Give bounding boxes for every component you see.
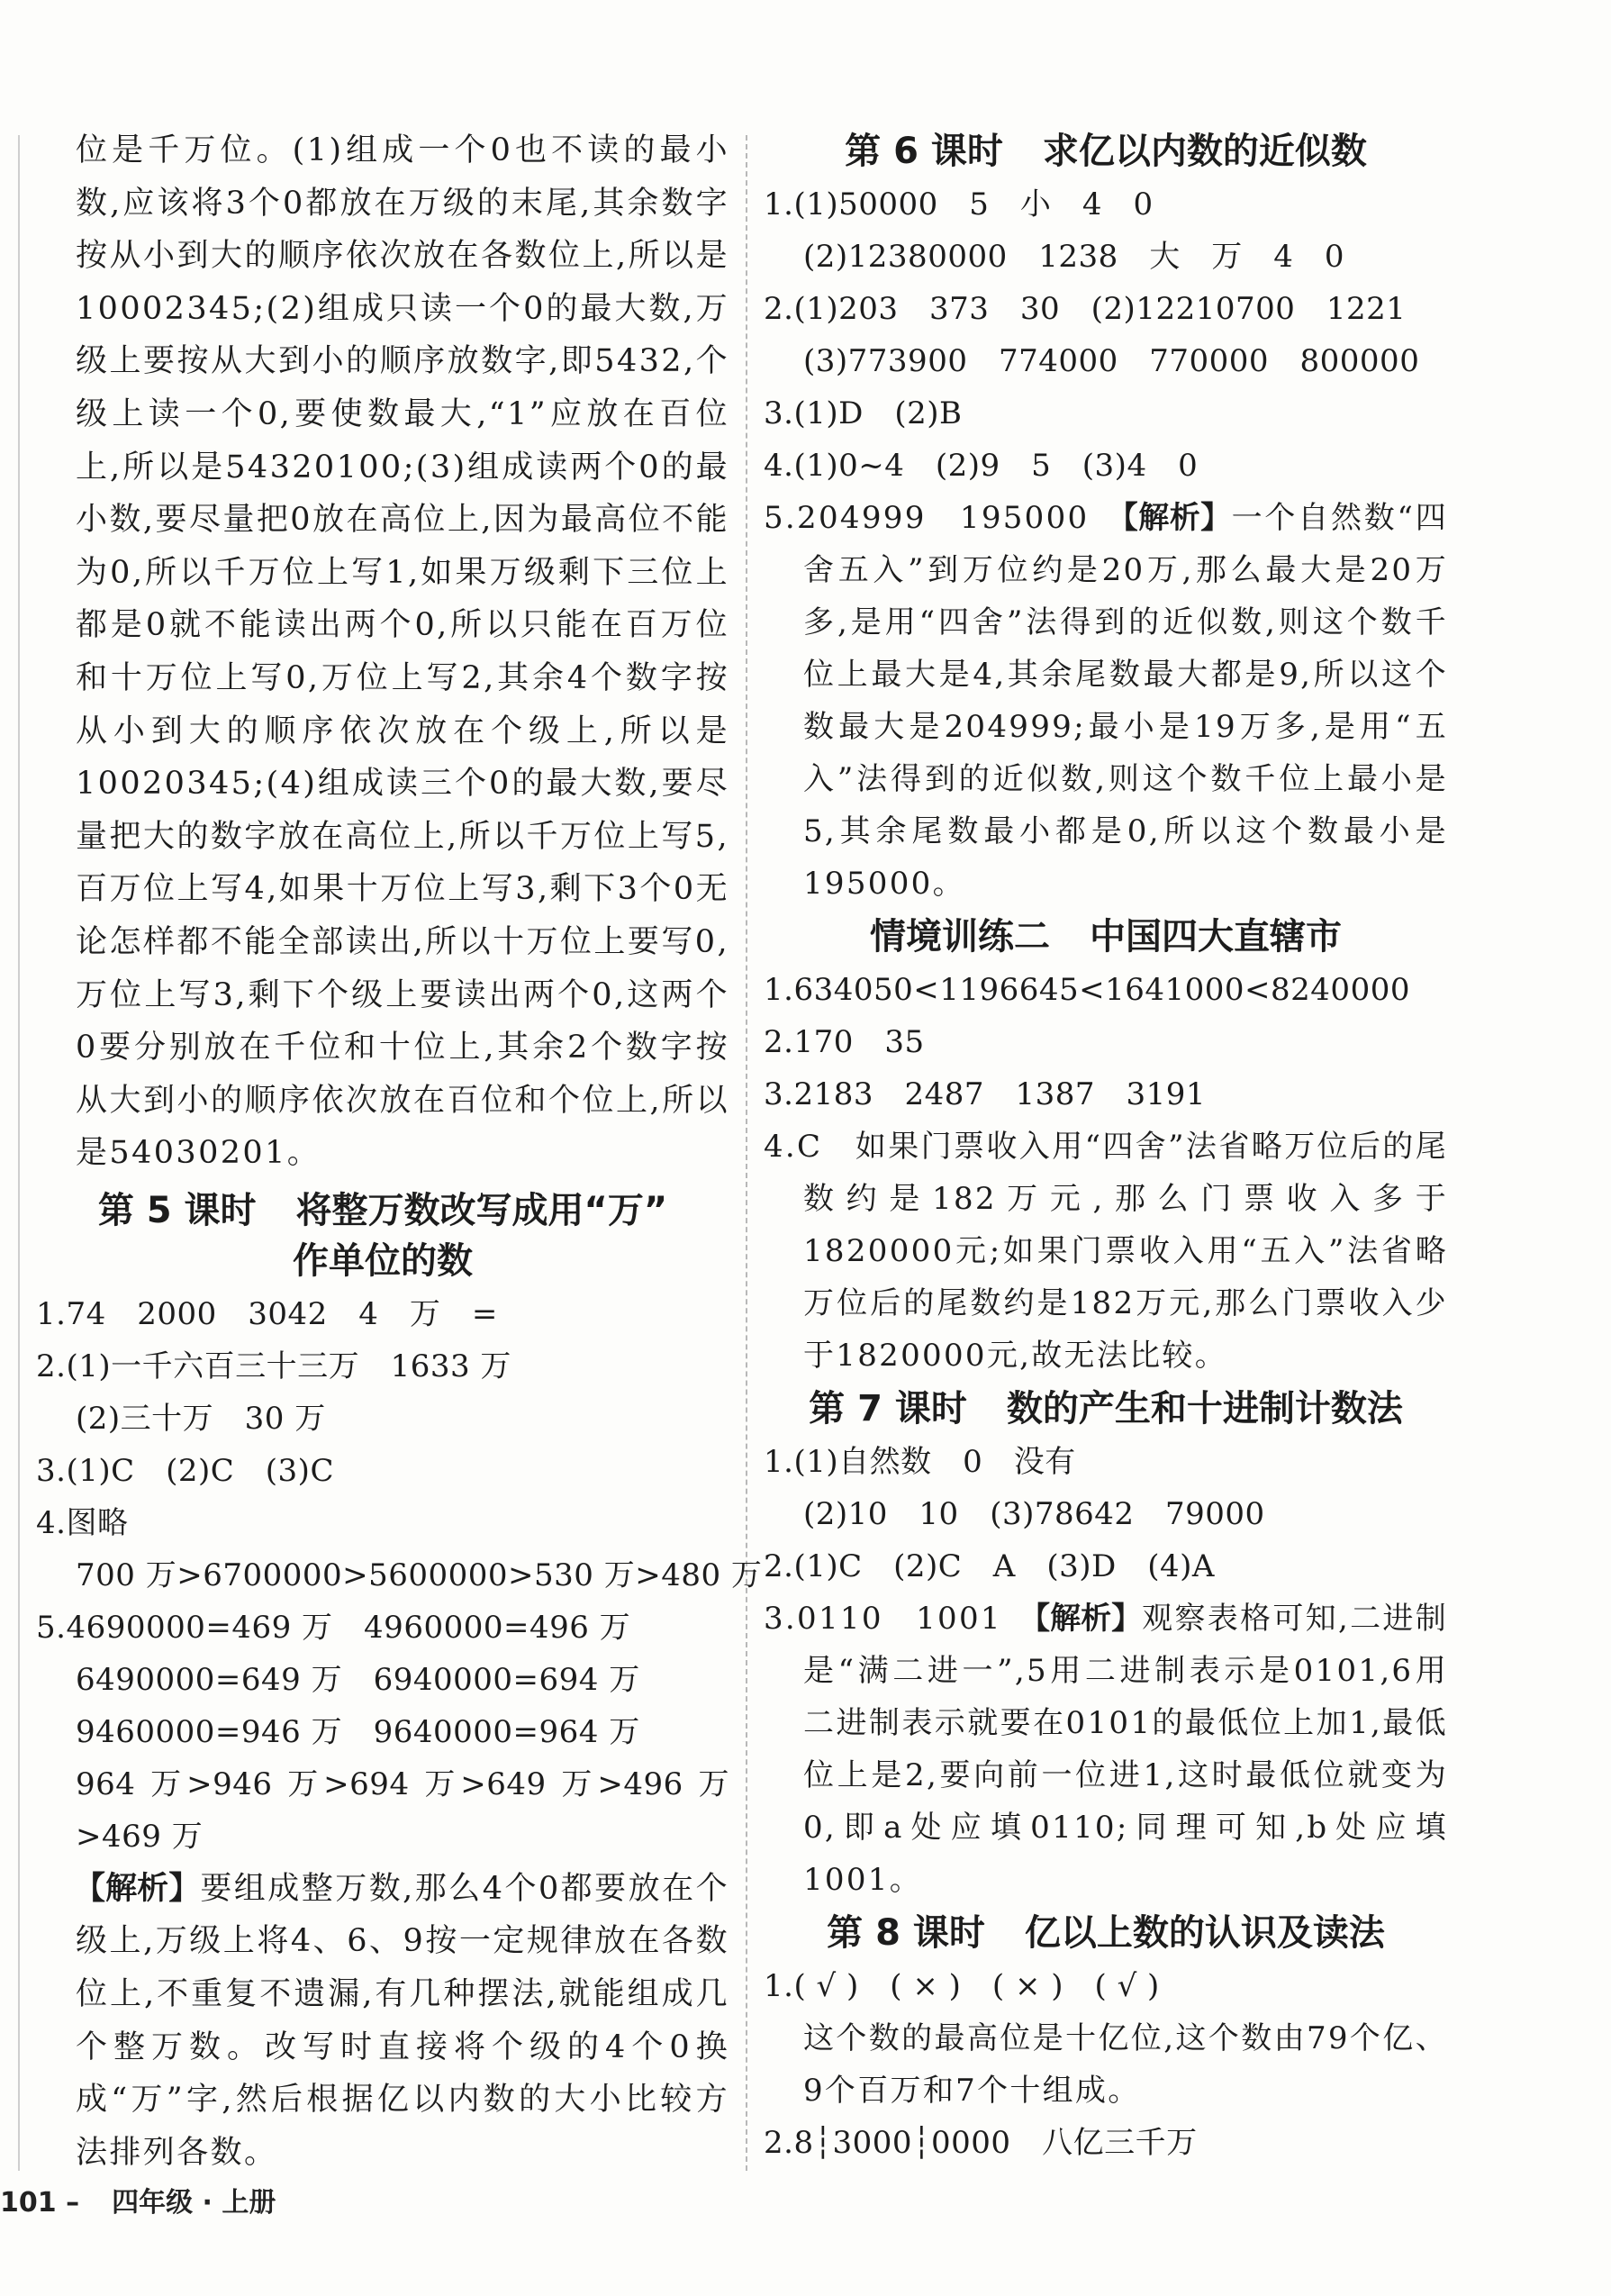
lesson6-q2-1: 2.(1)203 373 30 (2)12210700 1221: [764, 291, 1407, 327]
lesson7-q2: 2.(1)C (2)C A (3)D (4)A: [764, 1548, 1215, 1584]
lesson5-q5-4: 964 万>946 万>694 万>649 万>496 万>469 万: [76, 1765, 729, 1855]
lesson4-continued-text: 位是千万位。(1)组成一个0也不读的最小数,应该将3个0都放在万级的末尾,其余数字按从小到大的顺序依次放在各数位上,所以是10002345;(2)组成只读一个0的最大数,万级上要按从大到小的顺序放数字,即5432,个级上读一个0,要使数最大,“1”应放在百位上,所以是54320100;(3)组成读两个0的最小数,要尽量把0放在高位上,因为最高位不能为0,所以千万位上写1,如果万级剩下三位上都是0就不能读出两个0,所以只能在百万位和十万位上写0,万位上写2,其余4个数字按从小到大的顺序依次放在个级上,所以是10020345;(4)组成读三个0的最大数,要尽量把大的数字放在高位上,所以千万位上写5,百万位上写4,如果十万位上写3,剩下3个0无论怎样都不能全部读出,所以十万位上要写0,万位上写3,剩下个级上要读出两个0,这两个0要分别放在千位和十位上,其余2个数字按从大到小的顺序依次放在百位和个位上,所以是54030201。: [76, 132, 729, 1172]
lesson8-q1: 1.( √ ) ( × ) ( × ) ( √ ): [764, 1968, 1160, 2004]
lesson7-q3: 3.0110 1001 【解析】观察表格可知,二进制是“满二进一”,5用二进制表示是0101,6用二进制表示就要在0101的最低位上加1,最低位上是2,要向前一位进1,这时最低位就变为0,即a处应填0110;同理可知,b处应填1001。: [764, 1601, 1449, 1898]
analysis-tag: 【解析】: [1035, 1601, 1143, 1637]
training2-q3: 3.2183 2487 1387 3191: [764, 1076, 1207, 1112]
lesson5-q4-answer: 700 万>6700000>5600000>530 万>480 万: [76, 1556, 763, 1593]
lesson7-q1-2: (2)10 10 (3)78642 79000: [803, 1496, 1265, 1532]
left-column: [36, 124, 763, 2179]
lesson8-heading: 第 8 课时 亿以上数的认识及读法: [827, 1912, 1385, 1954]
lesson6-q4: 4.(1)0~4 (2)9 5 (3)4 0: [764, 448, 1199, 484]
margin-line: [18, 135, 20, 2171]
lesson6-heading: 第 6 课时 求亿以内数的近似数: [845, 131, 1367, 172]
lesson5-q4: 4.图略: [36, 1504, 129, 1541]
lesson6-q1-1: 1.(1)50000 5 小 4 0: [764, 186, 1154, 222]
training2-heading: 情境训练二 中国四大直辖市: [870, 916, 1342, 957]
grade-label: 四年级 · 上册: [112, 2187, 276, 2219]
lesson6-q3: 3.(1)D (2)B: [764, 395, 963, 431]
column-divider: [746, 135, 747, 2171]
lesson5-q2-2: (2)三十万 30 万: [76, 1400, 326, 1437]
training2-q1: 1.634050<1196645<1641000<8240000: [764, 972, 1410, 1008]
lesson6-q1-2: (2)12380000 1238 大 万 4 0: [803, 239, 1345, 275]
lesson6-q5: 5.204999 195000 【解析】一个自然数“四舍五入”到万位约是20万,那么最大是20万多,是用“四舍”法得到的近似数,则这个数千位上最大是4,其余尾数最大都是9,所以这个数最大是204999;最小是19万多,是用“五入”法得到的近似数,则这个数千位上最小是5,其余尾数最小都是0,所以这个数最小是195000。: [764, 500, 1449, 902]
page-number: 101 –: [0, 2187, 80, 2219]
training2-q2: 2.170 35: [764, 1024, 925, 1060]
lesson5-q5-1: 5.4690000=469 万 4960000=496 万: [36, 1609, 631, 1646]
analysis-tag: 【解析】: [1122, 500, 1232, 536]
lesson7-q1-1: 1.(1)自然数 0 没有: [764, 1444, 1076, 1480]
right-column: [764, 124, 1448, 2169]
lesson5-q3: 3.(1)C (2)C (3)C: [36, 1452, 334, 1489]
page-footer: [0, 2180, 276, 2219]
lesson5-q5-2: 6490000=649 万 6940000=694 万: [76, 1661, 640, 1698]
lesson5-q2-1: 2.(1)一千六百三十三万 1633 万: [36, 1348, 511, 1384]
lesson5-heading: 第 5 课时 将整万数改写成用“万” 作单位的数: [97, 1189, 668, 1282]
training2-q4: 4.C 如果门票收入用“四舍”法省略万位后的尾数约是182万元,那么门票收入多于1820000元;如果门票收入用“五入”法省略万位后的尾数约是182万元,那么门票收入少于1820000元,故无法比较。: [764, 1129, 1448, 1374]
analysis-tag: 【解析】: [74, 1870, 201, 1907]
lesson5-q1: 1.74 2000 3042 4 万 =: [36, 1295, 498, 1332]
lesson7-heading: 第 7 课时 数的产生和十进制计数法: [809, 1388, 1403, 1429]
lesson5-analysis: 【解析】要组成整万数,那么4个0都要放在个级上,万级上将4、6、9按一定规律放在各数位上,不重复不遗漏,有几种摆法,就能组成几个整万数。改写时直接将个级的4个0换成“万”字,然后根据亿以内数的大小比较方法排列各数。: [74, 1870, 729, 2171]
lesson8-q2: 2.8┆3000┆0000 八亿三千万: [764, 2125, 1198, 2161]
lesson8-q1-note: 这个数的最高位是十亿位,这个数由79个亿、9个百万和7个十组成。: [803, 2020, 1448, 2109]
lesson5-q5-3: 9460000=946 万 9640000=964 万: [76, 1713, 640, 1750]
lesson6-q2-2: (3)773900 774000 770000 800000: [803, 343, 1420, 379]
